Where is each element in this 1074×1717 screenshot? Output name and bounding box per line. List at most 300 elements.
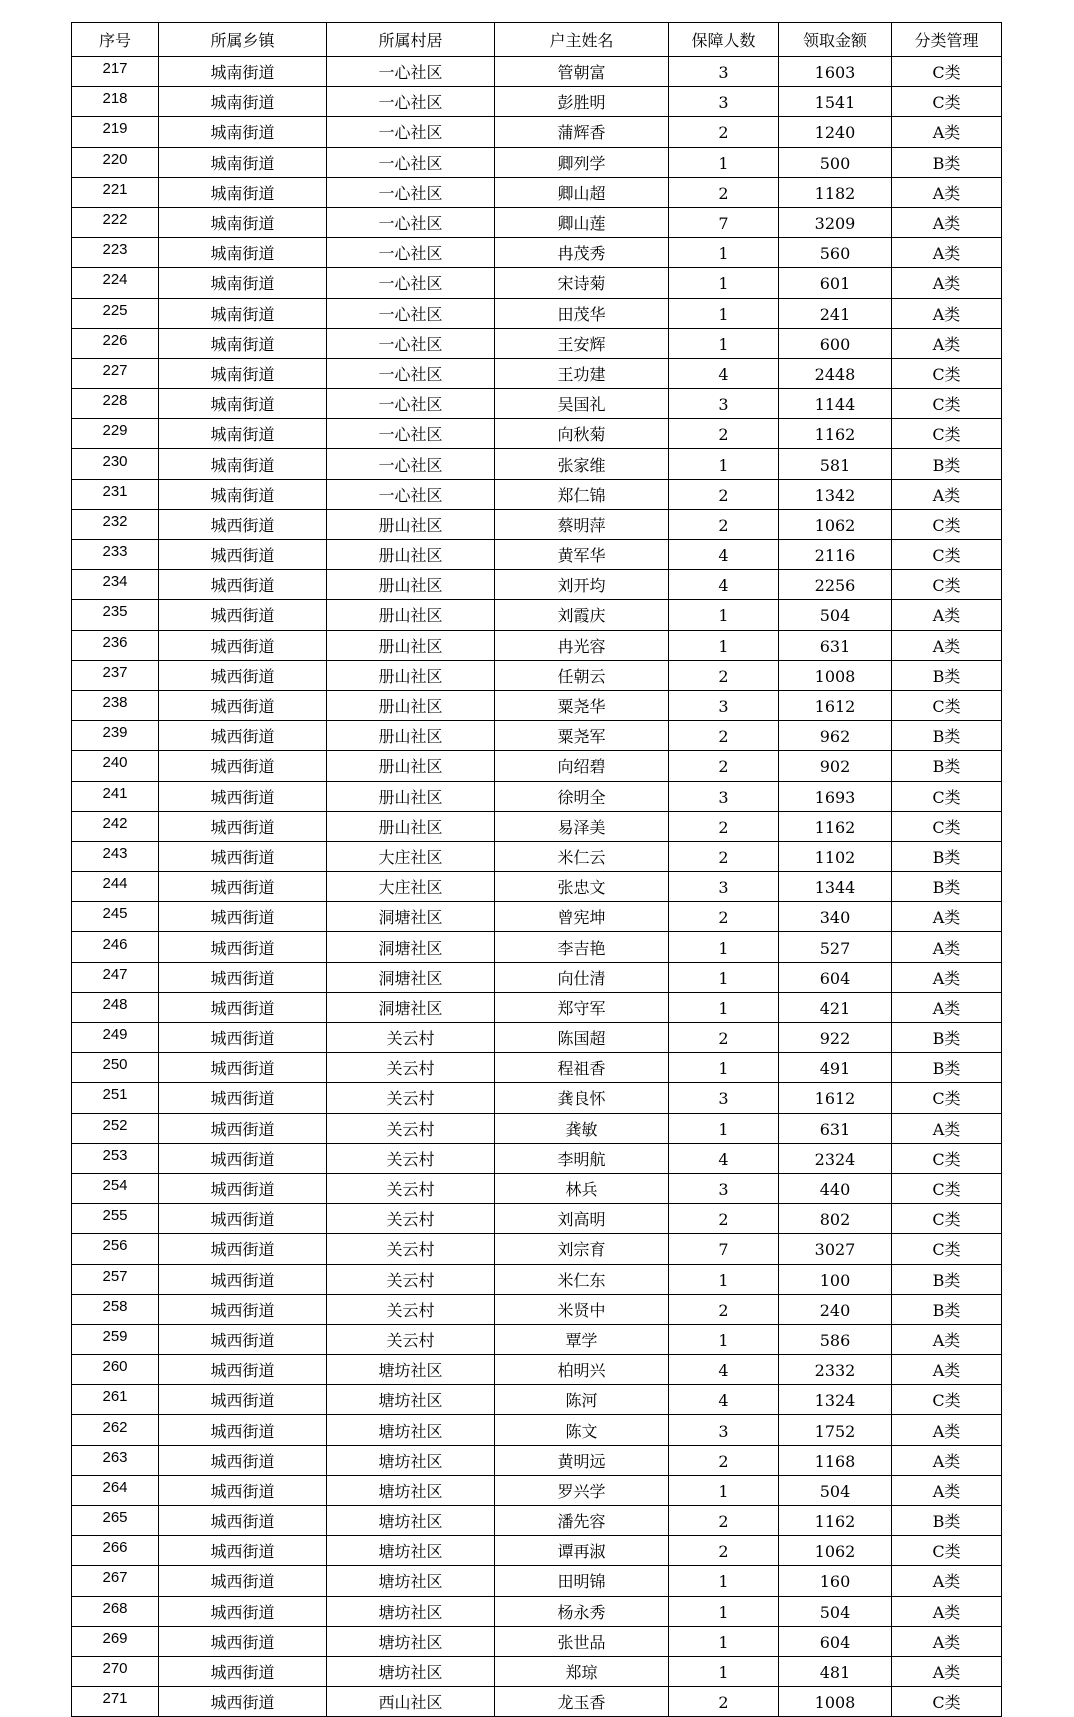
cell-village: 塘坊社区 [327, 1626, 495, 1656]
cell-household-head: 罗兴学 [495, 1475, 669, 1505]
cell-township: 城南街道 [159, 238, 327, 268]
cell-category: A类 [892, 1113, 1002, 1143]
cell-category: B类 [892, 1294, 1002, 1324]
cell-category: A类 [892, 117, 1002, 147]
cell-index: 240 [72, 751, 159, 781]
cell-township: 城西街道 [159, 1173, 327, 1203]
cell-index: 262 [72, 1415, 159, 1445]
cell-covered-persons: 2 [669, 902, 779, 932]
table-row [72, 992, 1002, 1022]
cell-village: 关云村 [327, 1204, 495, 1234]
table-row [72, 902, 1002, 932]
cell-household-head: 林兵 [495, 1173, 669, 1203]
table-row [72, 721, 1002, 751]
table-row [72, 509, 1002, 539]
cell-index: 248 [72, 992, 159, 1022]
cell-village: 册山社区 [327, 600, 495, 630]
cell-village: 一心社区 [327, 147, 495, 177]
cell-township: 城西街道 [159, 509, 327, 539]
cell-index: 233 [72, 540, 159, 570]
table-row [72, 872, 1002, 902]
cell-village: 关云村 [327, 1053, 495, 1083]
cell-household-head: 田茂华 [495, 298, 669, 328]
cell-household-head: 龙玉香 [495, 1687, 669, 1717]
table-row [72, 540, 1002, 570]
cell-amount: 100 [779, 1264, 892, 1294]
cell-covered-persons: 2 [669, 660, 779, 690]
cell-village: 塘坊社区 [327, 1596, 495, 1626]
cell-village: 塘坊社区 [327, 1445, 495, 1475]
cell-township: 城西街道 [159, 1656, 327, 1686]
cell-amount: 241 [779, 298, 892, 328]
table-row [72, 630, 1002, 660]
cell-index: 266 [72, 1536, 159, 1566]
cell-township: 城南街道 [159, 268, 327, 298]
cell-village: 塘坊社区 [327, 1355, 495, 1385]
cell-household-head: 覃学 [495, 1324, 669, 1354]
cell-covered-persons: 4 [669, 1143, 779, 1173]
cell-household-head: 谭再淑 [495, 1536, 669, 1566]
cell-amount: 2256 [779, 570, 892, 600]
cell-index: 254 [72, 1173, 159, 1203]
cell-covered-persons: 3 [669, 690, 779, 720]
cell-amount: 604 [779, 962, 892, 992]
cell-category: A类 [892, 600, 1002, 630]
cell-covered-persons: 2 [669, 479, 779, 509]
cell-village: 一心社区 [327, 358, 495, 388]
cell-township: 城西街道 [159, 1234, 327, 1264]
cell-amount: 1168 [779, 1445, 892, 1475]
cell-township: 城西街道 [159, 721, 327, 751]
cell-index: 245 [72, 902, 159, 932]
cell-category: A类 [892, 177, 1002, 207]
cell-amount: 802 [779, 1204, 892, 1234]
cell-household-head: 粟尧华 [495, 690, 669, 720]
cell-index: 256 [72, 1234, 159, 1264]
cell-township: 城西街道 [159, 751, 327, 781]
cell-township: 城西街道 [159, 902, 327, 932]
cell-covered-persons: 2 [669, 811, 779, 841]
cell-household-head: 冉茂秀 [495, 238, 669, 268]
cell-category: C类 [892, 690, 1002, 720]
table-row [72, 1053, 1002, 1083]
cell-category: C类 [892, 1385, 1002, 1415]
header-index: 序号 [72, 23, 159, 57]
table-row [72, 751, 1002, 781]
cell-covered-persons: 1 [669, 147, 779, 177]
cell-amount: 481 [779, 1656, 892, 1686]
table-row [72, 449, 1002, 479]
cell-household-head: 王功建 [495, 358, 669, 388]
cell-category: B类 [892, 872, 1002, 902]
table-row [72, 811, 1002, 841]
table-row [72, 962, 1002, 992]
cell-category: A类 [892, 328, 1002, 358]
cell-category: A类 [892, 1566, 1002, 1596]
cell-village: 一心社区 [327, 479, 495, 509]
table-row [72, 1113, 1002, 1143]
cell-township: 城西街道 [159, 1626, 327, 1656]
cell-category: A类 [892, 932, 1002, 962]
cell-index: 234 [72, 570, 159, 600]
cell-category: A类 [892, 238, 1002, 268]
cell-index: 238 [72, 690, 159, 720]
cell-category: C类 [892, 1234, 1002, 1264]
cell-township: 城西街道 [159, 811, 327, 841]
cell-household-head: 向秋菊 [495, 419, 669, 449]
cell-village: 洞塘社区 [327, 962, 495, 992]
cell-covered-persons: 1 [669, 1053, 779, 1083]
cell-village: 一心社区 [327, 298, 495, 328]
cell-amount: 1008 [779, 1687, 892, 1717]
cell-amount: 2332 [779, 1355, 892, 1385]
cell-village: 关云村 [327, 1264, 495, 1294]
cell-category: B类 [892, 1506, 1002, 1536]
cell-covered-persons: 1 [669, 1656, 779, 1686]
cell-amount: 922 [779, 1023, 892, 1053]
cell-index: 225 [72, 298, 159, 328]
cell-covered-persons: 2 [669, 1294, 779, 1324]
cell-household-head: 李吉艳 [495, 932, 669, 962]
cell-covered-persons: 3 [669, 781, 779, 811]
cell-covered-persons: 4 [669, 1385, 779, 1415]
cell-index: 252 [72, 1113, 159, 1143]
cell-household-head: 李明航 [495, 1143, 669, 1173]
header-household-head: 户主姓名 [495, 23, 669, 57]
cell-covered-persons: 1 [669, 600, 779, 630]
cell-index: 255 [72, 1204, 159, 1234]
cell-category: B类 [892, 1053, 1002, 1083]
cell-category: C类 [892, 1204, 1002, 1234]
cell-index: 217 [72, 57, 159, 87]
cell-category: A类 [892, 268, 1002, 298]
cell-township: 城西街道 [159, 962, 327, 992]
cell-village: 一心社区 [327, 87, 495, 117]
cell-category: B类 [892, 751, 1002, 781]
cell-covered-persons: 4 [669, 1355, 779, 1385]
cell-category: A类 [892, 1445, 1002, 1475]
cell-township: 城西街道 [159, 1536, 327, 1566]
cell-household-head: 郑守军 [495, 992, 669, 1022]
table-row [72, 1023, 1002, 1053]
cell-amount: 527 [779, 932, 892, 962]
cell-household-head: 龚敏 [495, 1113, 669, 1143]
cell-township: 城南街道 [159, 177, 327, 207]
cell-index: 230 [72, 449, 159, 479]
cell-covered-persons: 2 [669, 1023, 779, 1053]
cell-township: 城西街道 [159, 1445, 327, 1475]
cell-index: 228 [72, 389, 159, 419]
header-covered-persons: 保障人数 [669, 23, 779, 57]
cell-village: 塘坊社区 [327, 1415, 495, 1445]
cell-covered-persons: 2 [669, 1204, 779, 1234]
cell-index: 268 [72, 1596, 159, 1626]
cell-category: A类 [892, 298, 1002, 328]
cell-index: 257 [72, 1264, 159, 1294]
cell-amount: 1162 [779, 811, 892, 841]
cell-covered-persons: 1 [669, 1113, 779, 1143]
cell-covered-persons: 3 [669, 1083, 779, 1113]
cell-covered-persons: 4 [669, 358, 779, 388]
header-village: 所属村居 [327, 23, 495, 57]
table-row [72, 1415, 1002, 1445]
table-row [72, 298, 1002, 328]
cell-household-head: 卿山超 [495, 177, 669, 207]
table-row [72, 1566, 1002, 1596]
cell-covered-persons: 2 [669, 841, 779, 871]
cell-village: 册山社区 [327, 721, 495, 751]
cell-category: A类 [892, 630, 1002, 660]
cell-index: 220 [72, 147, 159, 177]
cell-household-head: 程祖香 [495, 1053, 669, 1083]
cell-covered-persons: 1 [669, 630, 779, 660]
cell-index: 259 [72, 1324, 159, 1354]
cell-amount: 560 [779, 238, 892, 268]
cell-household-head: 刘霞庆 [495, 600, 669, 630]
cell-amount: 1541 [779, 87, 892, 117]
cell-household-head: 管朝富 [495, 57, 669, 87]
cell-village: 册山社区 [327, 540, 495, 570]
cell-household-head: 黄军华 [495, 540, 669, 570]
cell-household-head: 徐明全 [495, 781, 669, 811]
cell-covered-persons: 1 [669, 1626, 779, 1656]
cell-township: 城西街道 [159, 872, 327, 902]
cell-township: 城西街道 [159, 1083, 327, 1113]
cell-covered-persons: 3 [669, 389, 779, 419]
cell-township: 城西街道 [159, 1687, 327, 1717]
cell-category: C类 [892, 811, 1002, 841]
table-row [72, 177, 1002, 207]
cell-household-head: 陈国超 [495, 1023, 669, 1053]
table-row [72, 238, 1002, 268]
cell-index: 263 [72, 1445, 159, 1475]
cell-index: 247 [72, 962, 159, 992]
table-row [72, 358, 1002, 388]
cell-township: 城西街道 [159, 1415, 327, 1445]
cell-village: 一心社区 [327, 389, 495, 419]
cell-township: 城西街道 [159, 1294, 327, 1324]
cell-amount: 1752 [779, 1415, 892, 1445]
cell-covered-persons: 3 [669, 57, 779, 87]
cell-index: 270 [72, 1656, 159, 1686]
table-row [72, 1234, 1002, 1264]
cell-township: 城西街道 [159, 1506, 327, 1536]
cell-covered-persons: 1 [669, 268, 779, 298]
table-row [72, 841, 1002, 871]
cell-village: 一心社区 [327, 117, 495, 147]
cell-covered-persons: 1 [669, 1264, 779, 1294]
cell-covered-persons: 1 [669, 1596, 779, 1626]
table-row [72, 87, 1002, 117]
cell-amount: 902 [779, 751, 892, 781]
cell-township: 城西街道 [159, 630, 327, 660]
cell-category: B类 [892, 147, 1002, 177]
cell-amount: 1603 [779, 57, 892, 87]
cell-township: 城西街道 [159, 690, 327, 720]
table-row [72, 1264, 1002, 1294]
cell-category: B类 [892, 721, 1002, 751]
cell-covered-persons: 2 [669, 1506, 779, 1536]
cell-covered-persons: 1 [669, 962, 779, 992]
cell-household-head: 陈河 [495, 1385, 669, 1415]
cell-township: 城西街道 [159, 1475, 327, 1505]
cell-index: 236 [72, 630, 159, 660]
cell-township: 城南街道 [159, 358, 327, 388]
cell-category: C类 [892, 1536, 1002, 1566]
table-row [72, 690, 1002, 720]
cell-category: C类 [892, 87, 1002, 117]
cell-village: 关云村 [327, 1113, 495, 1143]
table-row [72, 57, 1002, 87]
cell-amount: 1612 [779, 1083, 892, 1113]
table-row [72, 1294, 1002, 1324]
cell-covered-persons: 2 [669, 721, 779, 751]
cell-covered-persons: 7 [669, 207, 779, 237]
cell-village: 洞塘社区 [327, 992, 495, 1022]
cell-village: 册山社区 [327, 660, 495, 690]
cell-category: A类 [892, 1596, 1002, 1626]
cell-amount: 3209 [779, 207, 892, 237]
cell-covered-persons: 1 [669, 298, 779, 328]
cell-village: 塘坊社区 [327, 1566, 495, 1596]
cell-amount: 581 [779, 449, 892, 479]
beneficiary-table [71, 22, 1002, 1717]
cell-household-head: 蒲辉香 [495, 117, 669, 147]
table-row [72, 147, 1002, 177]
cell-index: 239 [72, 721, 159, 751]
cell-household-head: 刘宗育 [495, 1234, 669, 1264]
cell-category: C类 [892, 57, 1002, 87]
cell-category: C类 [892, 1143, 1002, 1173]
cell-amount: 1240 [779, 117, 892, 147]
cell-amount: 1612 [779, 690, 892, 720]
cell-covered-persons: 2 [669, 117, 779, 147]
cell-township: 城西街道 [159, 992, 327, 1022]
cell-amount: 504 [779, 1475, 892, 1505]
cell-category: A类 [892, 1656, 1002, 1686]
cell-amount: 1008 [779, 660, 892, 690]
cell-covered-persons: 1 [669, 1566, 779, 1596]
cell-township: 城南街道 [159, 449, 327, 479]
cell-household-head: 吴国礼 [495, 389, 669, 419]
cell-amount: 2448 [779, 358, 892, 388]
cell-category: A类 [892, 1324, 1002, 1354]
cell-household-head: 冉光容 [495, 630, 669, 660]
cell-amount: 160 [779, 1566, 892, 1596]
cell-index: 237 [72, 660, 159, 690]
table-row [72, 932, 1002, 962]
cell-amount: 1324 [779, 1385, 892, 1415]
table-row [72, 1687, 1002, 1717]
cell-household-head: 曾宪坤 [495, 902, 669, 932]
table-row [72, 479, 1002, 509]
cell-township: 城西街道 [159, 781, 327, 811]
cell-township: 城西街道 [159, 841, 327, 871]
cell-household-head: 郑仁锦 [495, 479, 669, 509]
cell-index: 235 [72, 600, 159, 630]
cell-township: 城西街道 [159, 1324, 327, 1354]
cell-household-head: 卿列学 [495, 147, 669, 177]
cell-village: 一心社区 [327, 419, 495, 449]
cell-township: 城南街道 [159, 207, 327, 237]
cell-category: C类 [892, 540, 1002, 570]
cell-amount: 3027 [779, 1234, 892, 1264]
cell-village: 西山社区 [327, 1687, 495, 1717]
header-category: 分类管理 [892, 23, 1002, 57]
table-row [72, 1385, 1002, 1415]
cell-amount: 1062 [779, 509, 892, 539]
cell-index: 242 [72, 811, 159, 841]
cell-covered-persons: 2 [669, 509, 779, 539]
cell-township: 城西街道 [159, 1023, 327, 1053]
cell-household-head: 蔡明萍 [495, 509, 669, 539]
cell-township: 城西街道 [159, 540, 327, 570]
cell-village: 关云村 [327, 1324, 495, 1354]
cell-index: 243 [72, 841, 159, 871]
table-row [72, 1626, 1002, 1656]
cell-covered-persons: 1 [669, 328, 779, 358]
cell-category: C类 [892, 781, 1002, 811]
cell-category: A类 [892, 1355, 1002, 1385]
cell-index: 269 [72, 1626, 159, 1656]
cell-covered-persons: 3 [669, 872, 779, 902]
cell-household-head: 陈文 [495, 1415, 669, 1445]
cell-index: 261 [72, 1385, 159, 1415]
table-row [72, 1173, 1002, 1203]
cell-household-head: 米仁云 [495, 841, 669, 871]
cell-covered-persons: 2 [669, 751, 779, 781]
cell-township: 城南街道 [159, 87, 327, 117]
cell-covered-persons: 1 [669, 1475, 779, 1505]
cell-household-head: 米贤中 [495, 1294, 669, 1324]
cell-amount: 340 [779, 902, 892, 932]
table-row [72, 328, 1002, 358]
cell-category: A类 [892, 992, 1002, 1022]
cell-amount: 631 [779, 1113, 892, 1143]
cell-amount: 600 [779, 328, 892, 358]
cell-category: A类 [892, 1475, 1002, 1505]
cell-covered-persons: 1 [669, 1324, 779, 1354]
cell-township: 城西街道 [159, 660, 327, 690]
cell-index: 265 [72, 1506, 159, 1536]
cell-township: 城西街道 [159, 570, 327, 600]
cell-village: 关云村 [327, 1173, 495, 1203]
cell-category: A类 [892, 1626, 1002, 1656]
cell-index: 253 [72, 1143, 159, 1173]
cell-village: 塘坊社区 [327, 1475, 495, 1505]
cell-amount: 240 [779, 1294, 892, 1324]
cell-covered-persons: 2 [669, 1687, 779, 1717]
table-row [72, 1475, 1002, 1505]
cell-amount: 2116 [779, 540, 892, 570]
cell-category: C类 [892, 570, 1002, 600]
cell-household-head: 张家维 [495, 449, 669, 479]
cell-village: 一心社区 [327, 449, 495, 479]
cell-amount: 1344 [779, 872, 892, 902]
cell-covered-persons: 3 [669, 1415, 779, 1445]
cell-household-head: 龚良怀 [495, 1083, 669, 1113]
cell-covered-persons: 2 [669, 419, 779, 449]
cell-index: 221 [72, 177, 159, 207]
cell-household-head: 黄明远 [495, 1445, 669, 1475]
cell-amount: 1162 [779, 1506, 892, 1536]
cell-household-head: 王安辉 [495, 328, 669, 358]
cell-index: 222 [72, 207, 159, 237]
cell-index: 258 [72, 1294, 159, 1324]
cell-amount: 440 [779, 1173, 892, 1203]
table-row [72, 117, 1002, 147]
cell-township: 城南街道 [159, 389, 327, 419]
